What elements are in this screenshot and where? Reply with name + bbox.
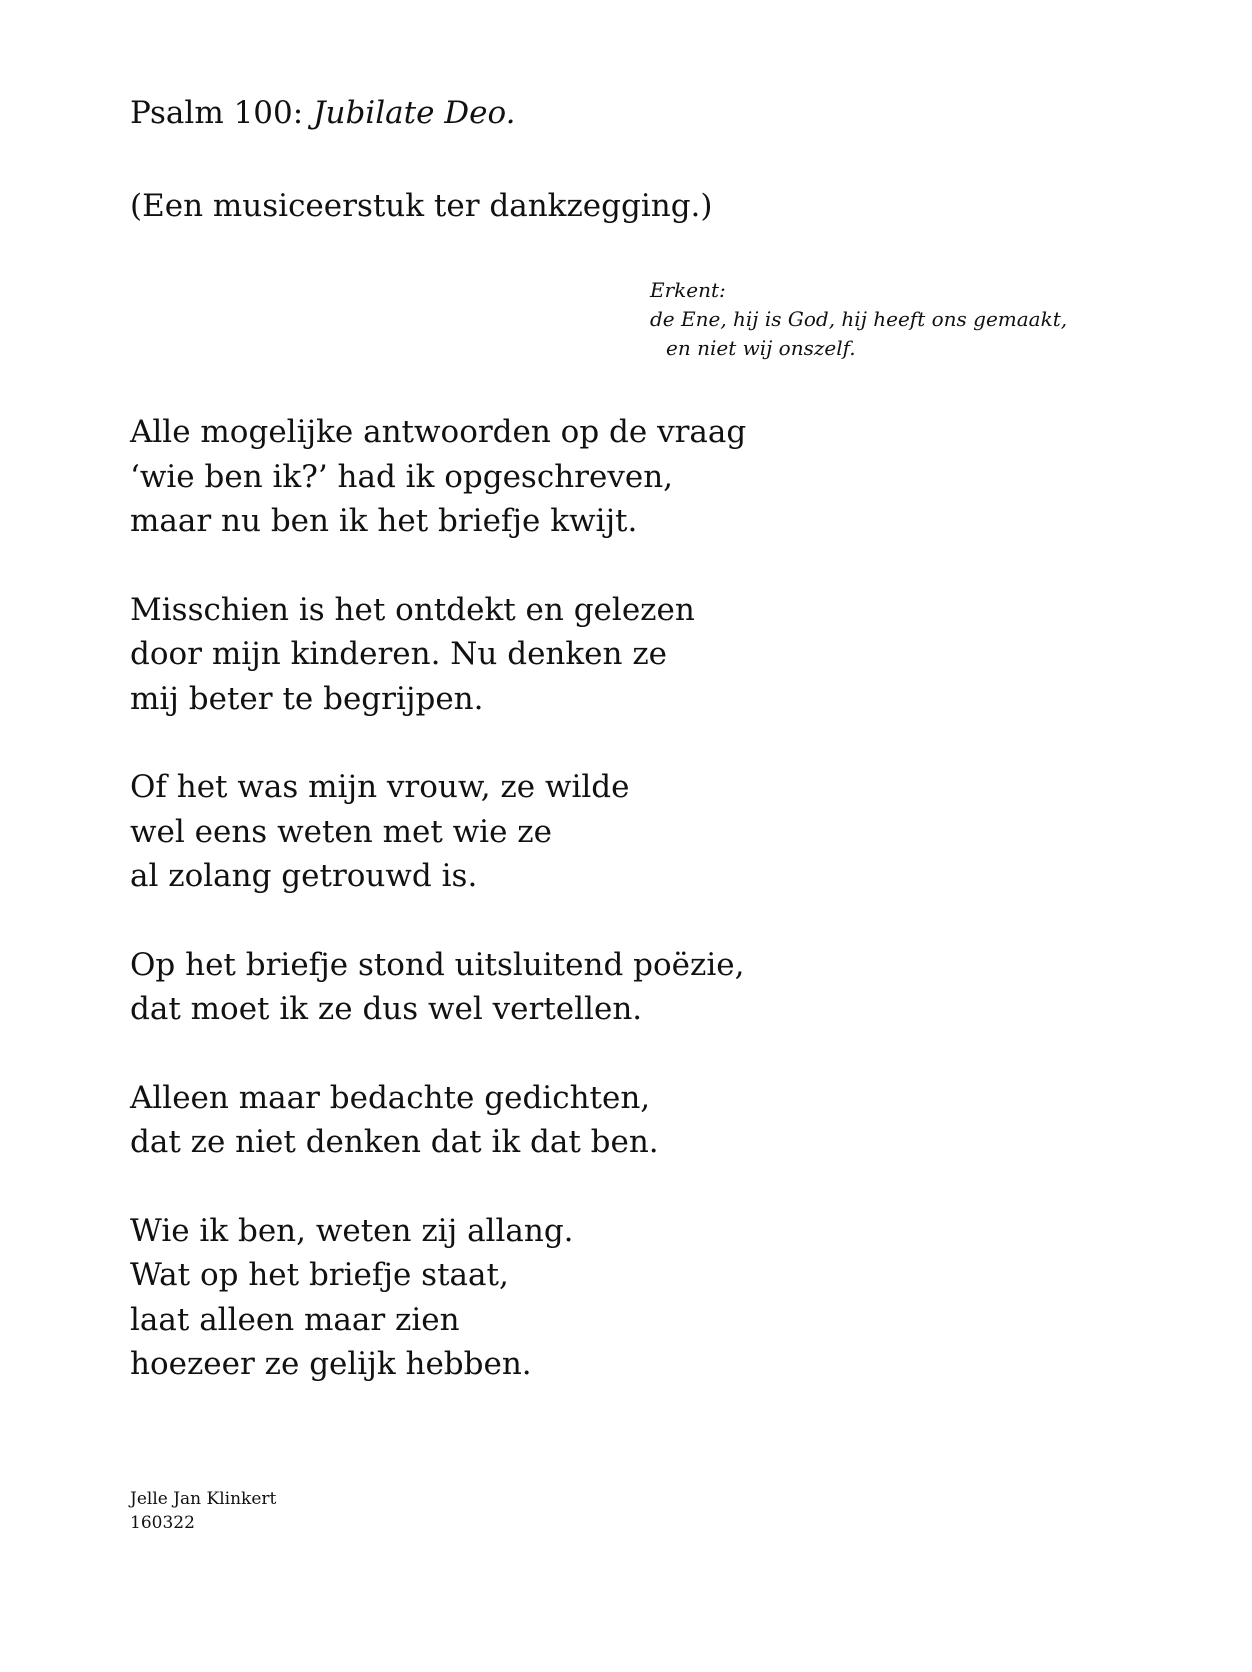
epigraph-line: en niet wij onszelf. xyxy=(666,336,856,360)
poem-line: al zolang getrouwd is. xyxy=(130,858,478,894)
poem-line: Op het briefje stond uitsluitend poëzie, xyxy=(130,946,745,983)
poem-stanza xyxy=(130,765,746,899)
poem-line: dat moet ik ze dus wel vertellen. xyxy=(130,991,643,1027)
poem-line: Alle mogelijke antwoorden op de vraag xyxy=(130,414,747,450)
date-stamp: 160322 xyxy=(130,1513,195,1533)
poem-body xyxy=(130,410,746,1431)
poem-line: Of het was mijn vrouw, ze wilde xyxy=(130,769,630,805)
poem-line: ‘wie ben ik?’ had ik opgeschreven, xyxy=(130,458,674,495)
poem-stanza xyxy=(130,410,746,544)
poem-line: mij beter te begrijpen. xyxy=(130,680,484,717)
poem-stanza xyxy=(130,943,746,1032)
poem-line: Alleen maar bedachte gedichten, xyxy=(130,1079,651,1116)
poem-line: maar nu ben ik het briefje kwijt. xyxy=(130,503,638,539)
poem-stanza xyxy=(130,1076,746,1165)
title-italic: Jubilate Deo. xyxy=(313,95,516,131)
poem-line: dat ze niet denken dat ik dat ben. xyxy=(130,1124,659,1160)
title-prefix: Psalm 100: xyxy=(130,95,314,131)
epigraph xyxy=(650,276,1067,363)
page-subtitle: (Een musiceerstuk ter dankzegging.) xyxy=(130,188,713,224)
author-name: Jelle Jan Klinkert xyxy=(130,1489,277,1509)
poem-line: laat alleen maar zien xyxy=(130,1301,460,1338)
poem-line: wel eens weten met wie ze xyxy=(130,813,552,850)
poem-line: hoezeer ze gelijk hebben. xyxy=(130,1346,532,1382)
poem-line: Misschien is het ontdekt en gelezen xyxy=(130,591,695,628)
poem-line: Wat op het briefje staat, xyxy=(130,1257,509,1293)
poem-line: Wie ik ben, weten zij allang. xyxy=(130,1212,574,1249)
page-title xyxy=(130,92,515,134)
poem-stanza xyxy=(130,1209,746,1387)
epigraph-line: de Ene, hij is God, hij heeft ons gemaakt, xyxy=(650,307,1068,331)
poem-line: door mijn kinderen. Nu denken ze xyxy=(130,636,668,672)
signature-block xyxy=(130,1487,276,1535)
epigraph-line: Erkent: xyxy=(650,278,726,302)
poem-stanza xyxy=(130,588,746,722)
